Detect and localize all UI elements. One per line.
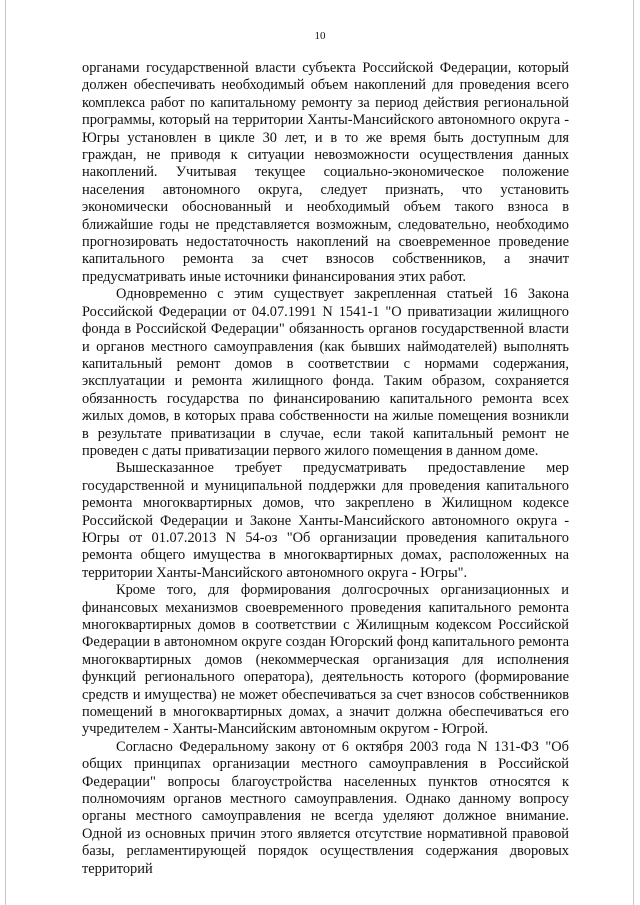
- scan-edge-right: [633, 0, 634, 905]
- scan-edge-left: [5, 0, 6, 905]
- paragraph: Одновременно с этим существует закрепленная статьей 16 Закона Российской Федерации от 04.07.1991 N 1541-1 "О приватизации жилищного фонда в Российской Федерации" обязанность органов государственной власти и органов местного самоуправления (как бывших наймодателей) выполнять капитальный ремонт домов в соответствии с нормами содержания, эксплуатации и ремонта жилищного фонда. Таким образом, сохраняется обязанность государства по финансированию капитального ремонта всех жилых домов, в которых права собственности на жилые помещения возникли в результате приватизации в случае, если такой капитальный ремонт не проведен с даты приватизации первого жилого помещения в данном доме.: [82, 286, 569, 459]
- paragraph: Согласно Федеральному закону от 6 октября 2003 года N 131-ФЗ "Об общих принципах организации местного самоуправления в Российской Федерации" вопросы благоустройства населенных пунктов относятся к полномочиям органов местного самоуправления. Однако данному вопросу органы местного самоуправления не всегда уделяют должное внимание. Одной из основных причин этого является отсутствие нормативной правовой базы, регламентирующей порядок осуществления содержания дворовых территорий: [82, 738, 569, 877]
- document-body: [82, 60, 569, 878]
- page-number: 10: [314, 30, 326, 42]
- paragraph: Кроме того, для формирования долгосрочных организационных и финансовых механизмов своевременного проведения капитального ремонта многоквартирных домов в соответствии с Жилищным кодексом Российской Федерации в автономном округе создан Югорский фонд капитального ремонта многоквартирных домов (некоммерческая организация для исполнения функций регионального оператора), деятельность которого (формирование средств и имущества) не может обеспечиваться за счет взносов собственников помещений в многоквартирных домах, а значит должна обеспечиваться его учредителем - Ханты-Мансийским автономным округом - Югрой.: [82, 582, 569, 738]
- paragraph: Вышесказанное требует предусматривать предоставление мер государственной и муниципальной поддержки для проведения капитального ремонта многоквартирных домов, что закреплено в Жилищном кодексе Российской Федерации и Законе Ханты-Мансийского автономного округа - Югры от 01.07.2013 N 54-оз "Об организации проведения капитального ремонта общего имущества в многоквартирных домах, расположенных на территории Ханты-Мансийского автономного округа - Югры".: [82, 460, 569, 581]
- paragraph-continued: органами государственной власти субъекта Российской Федерации, который должен обеспечивать необходимый объем накоплений для проведения всего комплекса работ по капитальному ремонту за период действия региональной программы, который на территории Ханты-Мансийского автономного округа - Югры установлен в цикле 30 лет, и в то же время быть доступным для граждан, не приводя к ситуации невозможности осуществления данных накоплений. Учитывая текущее социально-экономическое положение населения автономного округа, следует признать, что установить экономически обоснованный и необходимый объем такого взноса в ближайшие годы не представляется возможным, следовательно, необходимо прогнозировать недостаточность накоплений на своевременное проведение капитального ремонта за счет взносов собственников, а значит предусматривать иные источники финансирования этих работ.: [82, 60, 569, 285]
